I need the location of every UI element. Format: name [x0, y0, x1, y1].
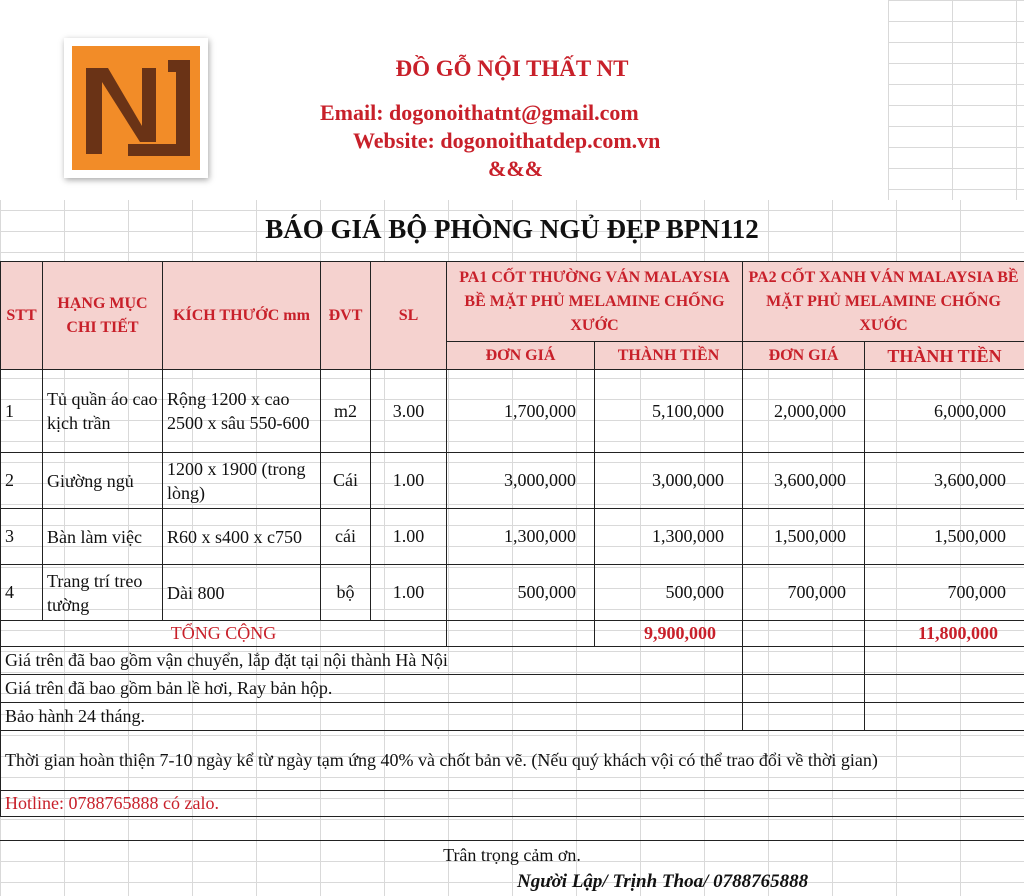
- note-row: [1, 675, 1024, 703]
- signature-text: Người Lập/ Trịnh Thoa/ 0788765888: [517, 871, 809, 892]
- row-unit: m2: [321, 370, 371, 453]
- note-spacer: [743, 675, 865, 703]
- row-pa1-total: 5,100,000: [595, 370, 743, 453]
- website-text[interactable]: Website: dogonoithatdep.com.vn: [353, 128, 661, 153]
- total-spacer: [743, 621, 865, 647]
- col-unit-header: ĐVT: [321, 262, 371, 370]
- note-warranty: Bảo hành 24 tháng.: [1, 703, 743, 731]
- letterhead: [0, 0, 1024, 200]
- col-qty-header: SL: [371, 262, 447, 370]
- company-name: ĐỒ GỖ NỘI THẤT NT: [395, 56, 629, 81]
- table-row: [1, 509, 1024, 565]
- email-text[interactable]: Email: dogonoithatnt@gmail.com: [320, 100, 639, 125]
- note-spacer: [743, 703, 865, 731]
- note-row: [1, 647, 1024, 675]
- row-qty: 1.00: [371, 565, 447, 621]
- sheet-grid-strip: [888, 0, 1024, 200]
- table-row: [1, 370, 1024, 453]
- row-qty: 1.00: [371, 453, 447, 509]
- row-pa1-price: 1,700,000: [447, 370, 595, 453]
- total-spacer: [447, 621, 595, 647]
- ampersand-text: &&&: [488, 156, 543, 181]
- row-size: Dài 800: [163, 565, 321, 621]
- table-row: [1, 453, 1024, 509]
- total-label: TỔNG CỘNG: [1, 621, 447, 647]
- col-size-header: KÍCH THƯỚC mm: [163, 262, 321, 370]
- pa2-header: PA2 CỐT XANH VÁN MALAYSIA BỀ MẶT PHỦ MELAMINE CHỐNG XƯỚC: [743, 262, 1024, 342]
- row-item: Tủ quần áo cao kịch trần: [43, 370, 163, 453]
- row-pa2-total: 700,000: [865, 565, 1024, 621]
- hotline-row: [1, 791, 1024, 817]
- note-hardware: Giá trên đã bao gồm bản lề hơi, Ray bản hộp.: [1, 675, 743, 703]
- total-pa2: 11,800,000: [865, 621, 1024, 647]
- row-pa1-total: 500,000: [595, 565, 743, 621]
- note-spacer: [865, 675, 1024, 703]
- hotline-text[interactable]: Hotline: 0788765888 có zalo.: [1, 791, 1024, 817]
- note-spacer: [865, 703, 1024, 731]
- row-item: Trang trí treo tường: [43, 565, 163, 621]
- table-row: [1, 565, 1024, 621]
- row-pa2-price: 1,500,000: [743, 509, 865, 565]
- pa2-unit-price-header: ĐƠN GIÁ: [743, 342, 865, 370]
- thanks-text: Trân trọng cảm ơn.: [443, 845, 581, 865]
- row-stt: 3: [1, 509, 43, 565]
- row-qty: 1.00: [371, 509, 447, 565]
- col-item-header: HẠNG MỤC CHI TIẾT: [43, 262, 163, 370]
- row-stt: 1: [1, 370, 43, 453]
- row-pa2-total: 6,000,000: [865, 370, 1024, 453]
- row-size: R60 x s400 x c750: [163, 509, 321, 565]
- total-pa1: 9,900,000: [595, 621, 743, 647]
- row-pa1-total: 3,000,000: [595, 453, 743, 509]
- row-qty: 3.00: [371, 370, 447, 453]
- pa1-total-header: THÀNH TIỀN: [595, 342, 743, 370]
- total-row: [1, 621, 1024, 647]
- row-unit: cái: [321, 509, 371, 565]
- col-stt-header: STT: [1, 262, 43, 370]
- price-table: [0, 261, 1024, 817]
- page-title: BÁO GIÁ BỘ PHÒNG NGỦ ĐẸP BPN112: [265, 214, 759, 244]
- row-stt: 2: [1, 453, 43, 509]
- row-pa2-price: 700,000: [743, 565, 865, 621]
- row-pa2-price: 2,000,000: [743, 370, 865, 453]
- row-size: Rộng 1200 x cao 2500 x sâu 550-600: [163, 370, 321, 453]
- divider: [0, 840, 1024, 841]
- row-pa2-price: 3,600,000: [743, 453, 865, 509]
- row-pa1-price: 3,000,000: [447, 453, 595, 509]
- row-size: 1200 x 1900 (trong lòng): [163, 453, 321, 509]
- note-delivery: Giá trên đã bao gồm vận chuyển, lắp đặt tại nội thành Hà Nội: [1, 647, 743, 675]
- note-spacer: [865, 647, 1024, 675]
- row-unit: bộ: [321, 565, 371, 621]
- row-pa1-price: 500,000: [447, 565, 595, 621]
- note-row: [1, 703, 1024, 731]
- pa2-total-header: THÀNH TIỀN: [865, 342, 1024, 370]
- row-pa2-total: 3,600,000: [865, 453, 1024, 509]
- row-pa2-total: 1,500,000: [865, 509, 1024, 565]
- row-unit: Cái: [321, 453, 371, 509]
- row-item: Giường ngủ: [43, 453, 163, 509]
- header-row: [1, 262, 1024, 342]
- note-row: [1, 731, 1024, 791]
- row-stt: 4: [1, 565, 43, 621]
- note-spacer: [743, 647, 865, 675]
- pa1-unit-price-header: ĐƠN GIÁ: [447, 342, 595, 370]
- row-pa1-total: 1,300,000: [595, 509, 743, 565]
- row-item: Bàn làm việc: [43, 509, 163, 565]
- note-lead-time: Thời gian hoàn thiện 7-10 ngày kể từ ngày tạm ứng 40% và chốt bản vẽ. (Nếu quý khách vội có thể trao đổi về thời gian): [1, 731, 1024, 791]
- row-pa1-price: 1,300,000: [447, 509, 595, 565]
- pa1-header: PA1 CỐT THƯỜNG VÁN MALAYSIA BỀ MẶT PHỦ MELAMINE CHỐNG XƯỚC: [447, 262, 743, 342]
